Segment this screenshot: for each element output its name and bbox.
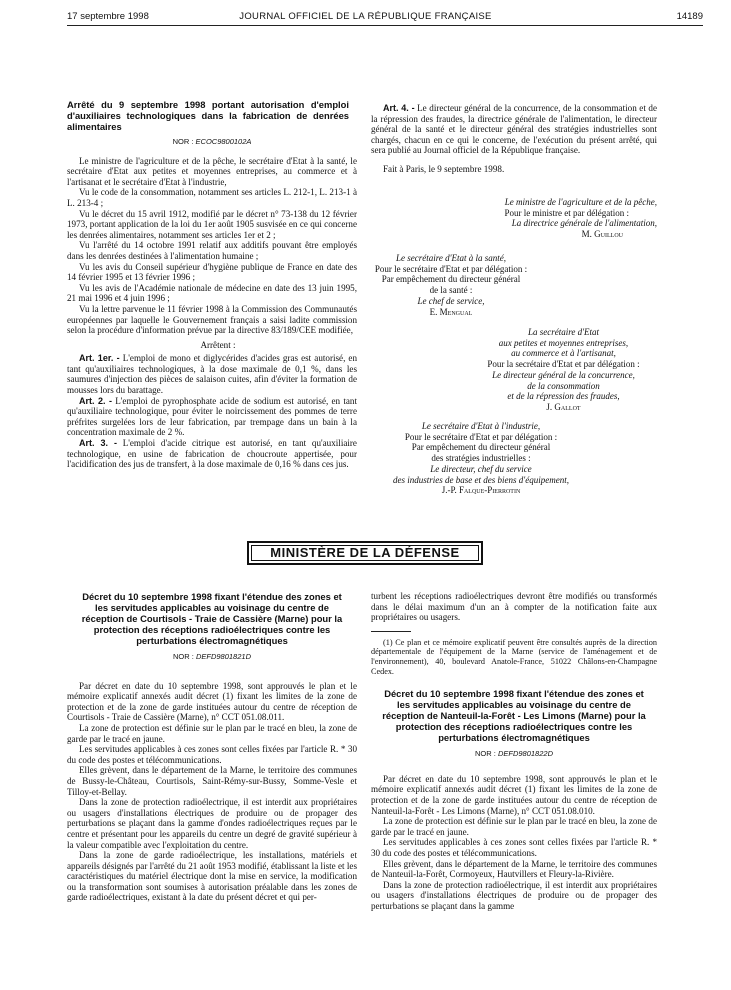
decret1-paragraph: Les servitudes applicables à ces zones sont celles fixées par l'article R. * 30 du code des postes et télécommunications. — [67, 744, 357, 765]
decret2-paragraph: Les servitudes applicables à ces zones sont celles fixées par l'article R. * 30 du code des postes et télécommunications. — [371, 837, 657, 858]
signatory-name: J.-P. Falque-Pierrotin — [441, 485, 521, 496]
nor-label: NOR : — [475, 749, 496, 759]
article-4-label: Art. 4. - — [383, 103, 415, 113]
signature-block-3 — [470, 327, 657, 413]
decret1-paragraph: Par décret en date du 10 septembre 1998, sont approuvés le plan et le mémoire explicatif annexés audit décret (1) fixant les limites de la zone de protection et de la zone de garde instituées autour du centre de réception de Courtisols - Traie de Cassière (Marne), n° CCT 051.08.011. — [67, 680, 357, 723]
article-3-label: Art. 3. - — [79, 438, 117, 449]
decret-right-column — [371, 591, 657, 911]
header-page-number: 14189 — [676, 11, 703, 22]
signature-line: La directrice générale de l'alimentation, — [511, 218, 657, 229]
article-2-label: Art. 2. - — [79, 395, 112, 406]
article-4 — [371, 103, 657, 156]
article-4-text: Le directeur général de la concurrence, de la consommation et de la répression des fraudes, la directrice générale de l'alimentation, le directeur général de la santé et le directeur général des stratégies industrielles sont chargés, chacun en ce qui le concerne, de l'exécution du présent arrêté, qui sera publié au Journal officiel de la République française. — [371, 103, 657, 156]
nor-code: DEFD9801822D — [497, 749, 553, 759]
decret2-title: Décret du 10 septembre 1998 fixant l'étendue des zones et les servitudes applicables au voisinage du centre de réception de Nanteuil-la-Forêt - Les Limons (Marne) pour la protection des réceptions radioélectriques contre les perturbations électromagnétiques — [382, 688, 646, 744]
article-2-text: L'emploi de pyrophosphate acide de sodium est autorisé, en tant qu'auxiliaire technologique, pour éviter le noircissement des pommes de terre préfrites surgelées lors de leur fabrication, par trempage dans un bain à la concentration maximale de 2 %. — [67, 395, 357, 438]
signature-line: de la consommation — [527, 380, 600, 391]
nor-code: ECOC9800102A — [195, 137, 252, 146]
signature-line: Par empêchement du directeur général — [411, 442, 551, 453]
arrete-paragraph: Vu les avis du Conseil supérieur d'hygiène publique de France en date des 14 février 1995 et 13 février 1996 ; — [67, 261, 357, 283]
signature-line: aux petites et moyennes entreprises, — [498, 337, 629, 348]
page-header — [0, 8, 731, 26]
signature-line: Pour le secrétaire d'Etat et par délégation : — [404, 431, 558, 442]
signature-line: La secrétaire d'Etat — [527, 327, 600, 337]
fait-a-paris: Fait à Paris, le 9 septembre 1998. — [383, 163, 505, 174]
decret1-paragraph: Elles grèvent, dans le département de la Marne, le territoire des communes de Bussy-le-Château, Courtisols, Saint-Rémy-sur-Bussy, Somme-Vesle et Tilloy-et-Bellay. — [67, 765, 357, 797]
decret1-paragraph: Dans la zone de garde radioélectrique, les installations, matériels et appareils désignés par l'arrêté du 21 août 1953 modifié, établissant la liste et les caractéristiques du matériel électrique dont la mise en service, la modification ou la transformation sont soumises à autorisation préalable dans les zones de garde radioélectriques, existant à la date du présent décret et qui per- — [67, 850, 357, 903]
decret1-column — [67, 591, 357, 903]
signatory-name: M. Guillou — [581, 229, 623, 240]
signature-line: Le secrétaire d'Etat à la santé, — [395, 253, 507, 263]
signature-block-2 — [371, 253, 531, 317]
decret1-continuation: turbent les réceptions radioélectriques devront être modifiés ou transformés dans le délai maximum d'un an à compter de la notification faite aux propriétaires ou usagers. — [371, 591, 657, 623]
decret2-paragraph: Elles grèvent, dans le département de la Marne, le territoire des communes de Nanteuil-la-Forêt, Cormoyeux, Hautvillers et Fleury-la-Rivière. — [371, 858, 657, 880]
arrete-paragraph: Vu le décret du 15 avril 1912, modifié par le décret n° 73-138 du 12 février 1973, portant application de la loi du 1er août 1905 susvisée en ce qui concerne les denrées alimentaires, notamment ses articles 1er et 2 ; — [67, 208, 357, 240]
arrete-title: Arrêté du 9 septembre 1998 portant autorisation d'emploi d'auxiliaires technologiques dans la fabrication de denrées alimentaires — [67, 99, 349, 132]
signature-block-4 — [371, 421, 591, 496]
nor-label: NOR : — [172, 137, 194, 146]
decret1-nor — [67, 652, 357, 663]
arrete-column — [67, 99, 357, 470]
signature-line: Le secrétaire d'Etat à l'industrie, — [421, 421, 541, 431]
decret2-paragraph: Par décret en date du 10 septembre 1998, sont approuvés le plan et le mémoire explicatif annexés audit décret (1) fixant les limites de la zone de protection et de la zone de garde instituées autour du centre de réception de Nanteuil-la-Forêt - Les Limons (Marne), n° CCT 051.08.010. — [371, 773, 657, 816]
header-date: 17 septembre 1998 — [67, 11, 149, 22]
nor-label: NOR : — [173, 652, 194, 661]
signature-line: Le directeur, chef du service — [430, 463, 532, 474]
signature-line: au commerce et à l'artisanat, — [511, 348, 616, 359]
article-1-label: Art. 1er. - — [79, 353, 120, 364]
article-3-text: L'emploi d'acide citrique est autorisé, en tant qu'auxiliaire technologique, en usine de fabrication de choucroute appertisée, pour l'acidification des jus de transfert, à la dose maximale de 0,16 % dans ces jus. — [67, 438, 357, 470]
signature-line: des industries de base et des biens d'équipement, — [393, 474, 569, 485]
signature-line: Le directeur général de la concurrence, — [492, 369, 635, 380]
arrete-right-column — [371, 103, 657, 175]
decret1-title: Décret du 10 septembre 1998 fixant l'étendue des zones et les servitudes applicables au voisinage du centre de réception de Courtisols - Traie de Cassière (Marne) pour la protection des réceptions radioélectriques contre les perturbations électromagnétiques — [81, 591, 343, 646]
article-1-text: L'emploi de mono et diglycérides d'acides gras est autorisé, en tant qu'auxiliaires technologiques, à la dose maximale de 0,1 %, dans les saumures d'injection des pièces de salaison cuites, afin d'éviter la formation de mousses lors du barattage. — [67, 353, 358, 396]
arretent-label: Arrêtent : — [200, 339, 236, 350]
article-1 — [67, 353, 357, 395]
nor-code: DEFD9801821D — [195, 652, 251, 661]
signature-line: de la santé : — [429, 285, 473, 296]
footnote-separator — [371, 631, 411, 632]
signature-block-1 — [371, 197, 657, 240]
decret2-nor — [371, 749, 657, 760]
signature-line: Pour le secrétaire d'Etat et par délégation : — [374, 263, 528, 274]
ministere-heading: MINISTÈRE DE LA DÉFENSE — [247, 541, 483, 565]
arrete-paragraph: Vu la lettre parvenue le 11 février 1998 à la Commission des Communautés européennes par laquelle le Gouvernement français a saisi ladite commission selon la procédure d'information prévue par la directive 83/189/CEE modifiée, — [67, 303, 357, 336]
decret2-paragraph: La zone de protection est définie sur le plan par le tracé en bleu, la zone de garde par le tracé en jaune. — [371, 816, 657, 837]
signature-line: Par empêchement du directeur général — [381, 274, 521, 285]
decret1-paragraph: La zone de protection est définie sur le plan par le tracé en bleu, la zone de garde par le tracé en jaune. — [67, 722, 357, 744]
arrete-paragraph: Vu les avis de l'Académie nationale de médecine en date des 13 juin 1995, 21 mai 1996 et 4 juin 1996 ; — [67, 282, 357, 304]
arrete-paragraph: Le ministre de l'agriculture et de la pêche, le secrétaire d'Etat à la santé, le secrétaire d'Etat aux petites et moyennes entreprises, au commerce et à l'artisanat et le secrétaire d'Etat à l'industrie, — [67, 155, 357, 187]
arrete-nor — [67, 137, 357, 148]
signatory-name: E. Mengual — [429, 306, 473, 317]
arrete-paragraph: Vu l'arrêté du 14 octobre 1991 relatif aux additifs pouvant être employés dans les denrées destinées à l'alimentation humaine ; — [67, 240, 357, 261]
signatory-name: J. Gallot — [546, 401, 581, 412]
signature-line: et de la répression des fraudes, — [507, 391, 620, 402]
signature-line: des stratégies industrielles : — [431, 453, 531, 464]
spacer — [371, 676, 657, 688]
signature-line: Pour le ministre et par délégation : — [504, 207, 629, 218]
signature-line: Le ministre de l'agriculture et de la pêche, — [504, 197, 657, 207]
signature-line: Le chef de service, — [417, 295, 485, 306]
article-3 — [67, 438, 357, 470]
article-2 — [67, 396, 357, 438]
header-journal-title: JOURNAL OFFICIEL DE LA RÉPUBLIQUE FRANÇAISE — [239, 11, 492, 22]
decret1-paragraph: Dans la zone de protection radioélectrique, il est interdit aux propriétaires ou usagers d'installations électriques de produire ou de propager des perturbations se plaçant dans la gamme d'ondes radioélectriques reçues par le centre et présentant pour les appareils du centre un degré de gravité supérieur à la valeur compatible avec l'exploitation du centre. — [67, 797, 357, 850]
arrete-paragraph: Vu le code de la consommation, notamment ses articles L. 212-1, L. 213-1 à L. 213-4 ; — [67, 187, 357, 208]
header-rule — [67, 25, 703, 26]
signature-line: Pour la secrétaire d'Etat et par délégation : — [487, 359, 640, 370]
decret2-paragraph: Dans la zone de protection radioélectrique, il est interdit aux propriétaires ou usagers d'installations électriques de produire ou de propager des perturbations se plaçant dans la gamme — [371, 879, 657, 911]
decret1-footnote: (1) Ce plan et ce mémoire explicatif peuvent être consultés auprès de la direction départementale de l'équipement de la Marne (service de l'aménagement et de l'environnement), 40, boulevard Anatole-France, 51022 Châlons-en-Champagne Cedex. — [371, 637, 657, 676]
